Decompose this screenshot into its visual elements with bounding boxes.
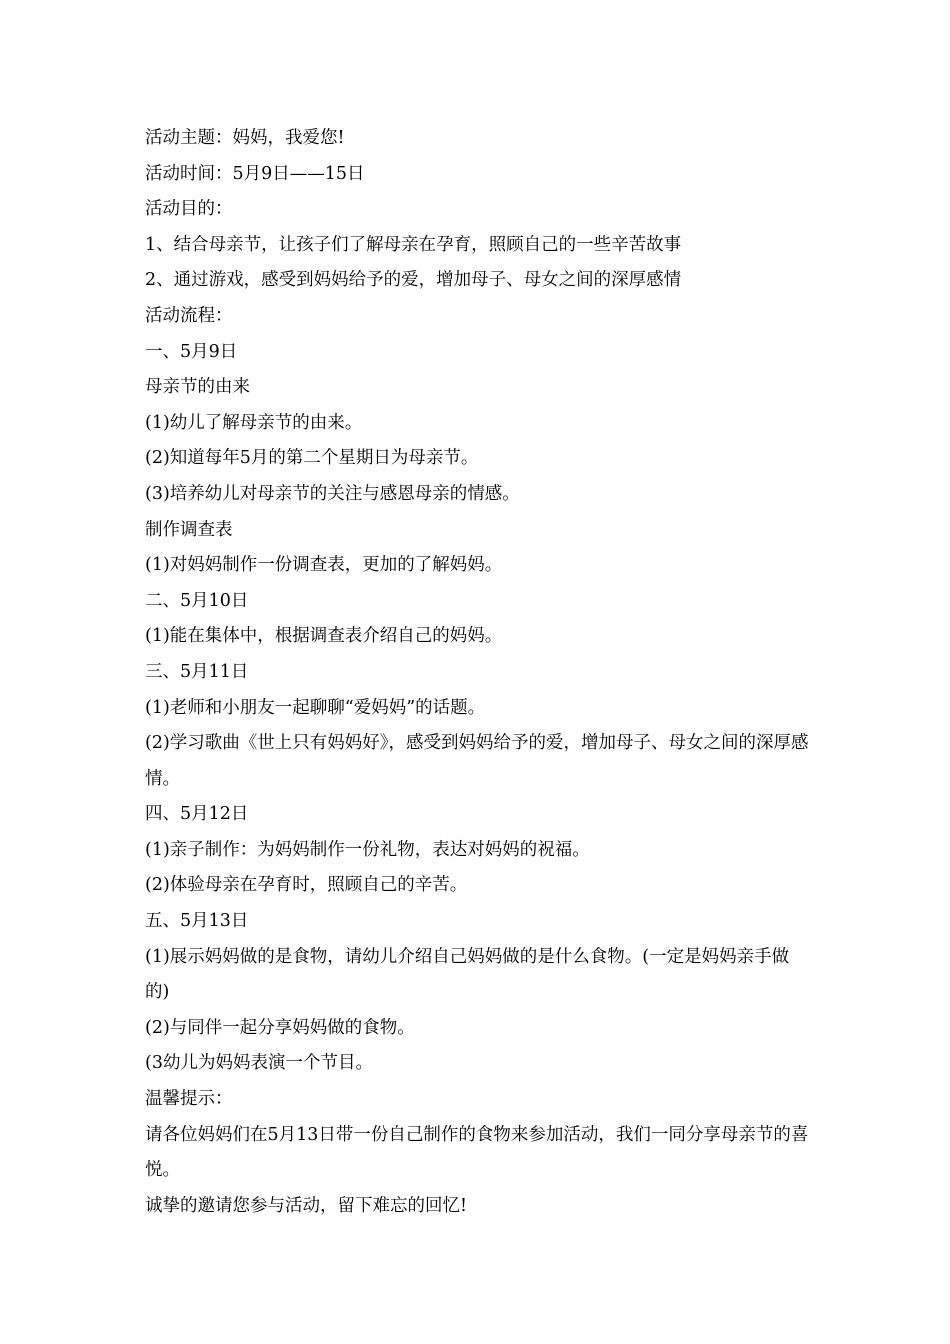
day-4-item-2: (2)体验母亲在孕育时，照顾自己的辛苦。 [145, 875, 468, 896]
day-3-item-1: (1)老师和小朋友一起聊聊“爱妈妈”的话题。 [145, 697, 486, 718]
activity-goal-1: 1、结合母亲节，让孩子们了解母亲在孕育，照顾自己的一些辛苦故事 [145, 234, 682, 255]
day-1-heading: 一、5月9日 [145, 341, 238, 362]
day-1-item-2: (2)知道每年5月的第二个星期日为母亲节。 [145, 448, 479, 469]
day-1-subheading-survey: 制作调查表 [145, 519, 233, 540]
day-3-item-2: (2)学习歌曲《世上只有妈妈好》，感受到妈妈给予的爱，增加母子、母女之间的深厚感情。 [145, 733, 809, 789]
activity-flow-heading: 活动流程： [145, 305, 233, 326]
closing-invitation: 诚挚的邀请您参与活动，留下难忘的回忆! [145, 1195, 468, 1216]
activity-goal-heading: 活动目的： [145, 199, 233, 220]
day-5-heading: 五、5月13日 [145, 911, 249, 932]
reminder-text: 请各位妈妈们在5月13日带一份自己制作的食物来参加活动，我们一同分享母亲节的喜悦。 [145, 1124, 809, 1181]
day-1-item-3: (3)培养幼儿对母亲节的关注与感恩母亲的情感。 [145, 483, 520, 504]
day-2-item-1: (1)能在集体中，根据调查表介绍自己的妈妈。 [145, 626, 503, 647]
reminder-heading: 温馨提示： [145, 1089, 233, 1110]
document-body [145, 121, 810, 1224]
day-3-heading: 三、5月11日 [145, 661, 249, 682]
day-4-item-1: (1)亲子制作：为妈妈制作一份礼物，表达对妈妈的祝福。 [145, 839, 590, 860]
day-1-survey-item: (1)对妈妈制作一份调查表，更加的了解妈妈。 [145, 555, 503, 576]
day-1-subheading-origin: 母亲节的由来 [145, 377, 250, 398]
day-5-item-2: (2)与同伴一起分享妈妈做的食物。 [145, 1017, 415, 1038]
activity-theme: 活动主题：妈妈，我爱您! [145, 128, 345, 148]
day-1-item-1: (1)幼儿了解母亲节的由来。 [145, 412, 363, 433]
activity-time: 活动时间：5月9日——15日 [145, 163, 365, 184]
day-2-heading: 二、5月10日 [145, 590, 249, 611]
day-5-item-3: (3幼儿为妈妈表演一个节目。 [145, 1053, 373, 1074]
day-4-heading: 四、5月12日 [145, 804, 249, 825]
activity-goal-2: 2、通过游戏，感受到妈妈给予的爱，增加母子、母女之间的深厚感情 [145, 270, 682, 291]
day-5-item-1: (1)展示妈妈做的是食物，请幼儿介绍自己妈妈做的是什么食物。(一定是妈妈亲手做的) [145, 946, 790, 1003]
